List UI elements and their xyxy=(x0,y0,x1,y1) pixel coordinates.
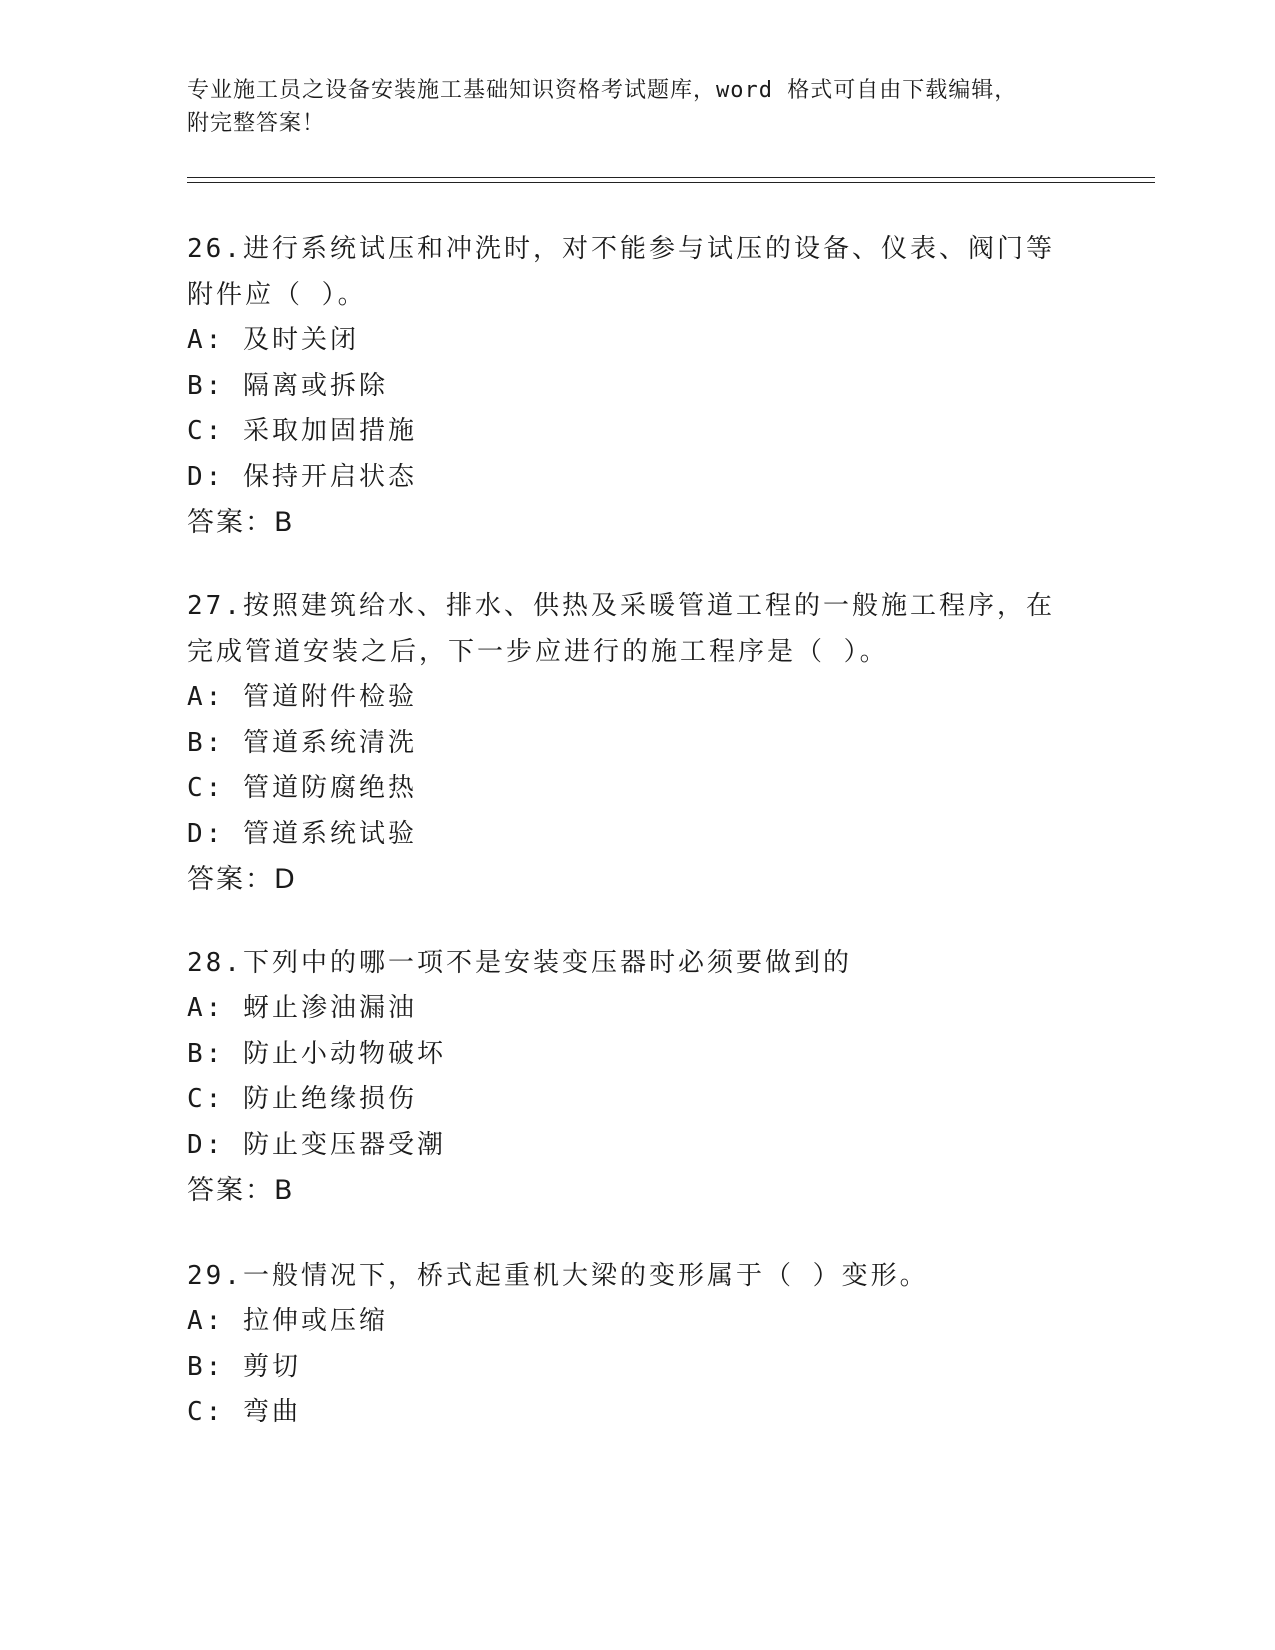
option-a: A: 管道附件检验 xyxy=(187,682,417,712)
header-line-1: 专业施工员之设备安装施工基础知识资格考试题库，word 格式可自由下载编辑， xyxy=(187,78,1018,103)
document-header xyxy=(187,74,1067,140)
option-d: D: 防止变压器受潮 xyxy=(187,1129,446,1160)
question-29 xyxy=(187,1253,1067,1436)
option-c: C: 弯曲 xyxy=(187,1397,301,1427)
question-stem: 26.进行系统试压和冲洗时，对不能参与试压的设备、仪表、阀门等附件应（ ）。 xyxy=(187,234,1055,310)
answer: 答案：D xyxy=(187,864,297,895)
question-26 xyxy=(187,226,1067,546)
option-b: B: 剪切 xyxy=(187,1351,301,1382)
option-c: C: 防止绝缘损伤 xyxy=(187,1084,417,1114)
option-d: D: 管道系统试验 xyxy=(187,818,417,849)
question-stem: 29.一般情况下，桥式起重机大梁的变形属于（ ）变形。 xyxy=(187,1261,929,1291)
question-28 xyxy=(187,940,1067,1214)
option-c: C: 管道防腐绝热 xyxy=(187,773,417,803)
question-stem: 28.下列中的哪一项不是安装变压器时必须要做到的 xyxy=(187,948,852,978)
question-stem: 27.按照建筑给水、排水、供热及采暖管道工程的一般施工程序，在完成管道安装之后，下一步应进行的施工程序是（ ）。 xyxy=(187,591,1055,667)
option-c: C: 采取加固措施 xyxy=(187,416,417,446)
header-line-2: 附完整答案！ xyxy=(187,111,326,136)
option-b: B: 管道系统清洗 xyxy=(187,727,417,758)
option-b: B: 防止小动物破坏 xyxy=(187,1038,446,1069)
header-divider-bottom xyxy=(187,182,1155,183)
answer: 答案：B xyxy=(187,1175,295,1206)
option-a: A: 及时关闭 xyxy=(187,325,359,355)
option-b: B: 隔离或拆除 xyxy=(187,370,388,401)
option-d: D: 保持开启状态 xyxy=(187,461,417,492)
header-divider-top xyxy=(187,177,1155,178)
option-a: A: 蚜止渗油漏油 xyxy=(187,993,417,1023)
answer: 答案：B xyxy=(187,507,295,538)
option-a: A: 拉伸或压缩 xyxy=(187,1306,388,1336)
question-27 xyxy=(187,583,1067,903)
